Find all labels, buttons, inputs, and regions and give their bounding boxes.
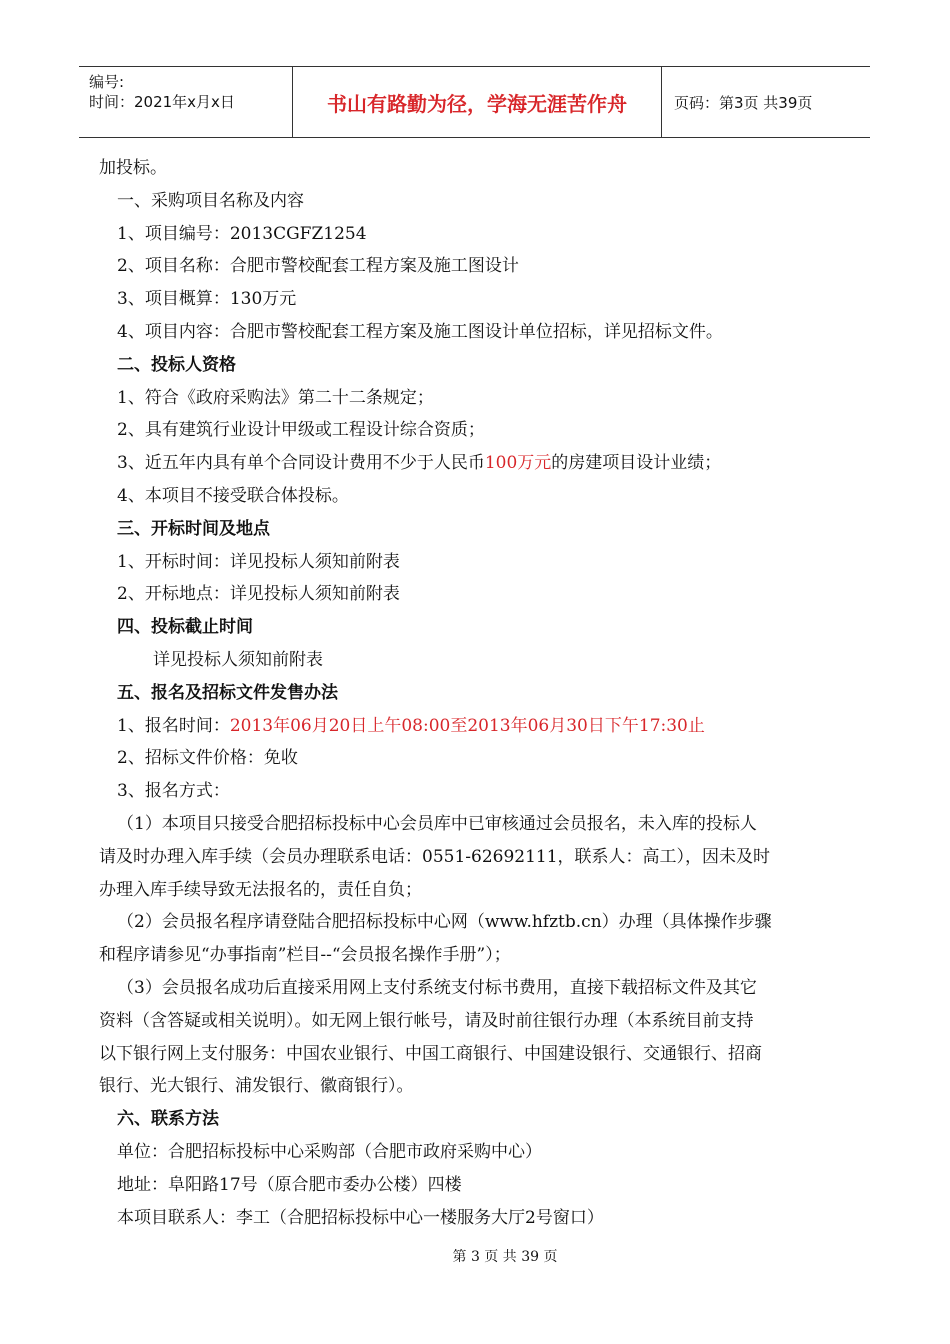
text-line: 1、符合《政府采购法》第二十二条规定； xyxy=(117,387,434,408)
page-header xyxy=(79,66,870,138)
text-span: 1、报名时间： xyxy=(117,715,230,736)
section-heading-4: 四、投标截止时间 xyxy=(117,617,253,638)
header-page-info: 页码：第3页 共39页 xyxy=(674,93,813,112)
text-line: 和程序请参见“办事指南”栏目--“会员报名操作手册”）； xyxy=(99,945,511,966)
text-span: 3、近五年内具有单个合同设计费用不少于人民币 xyxy=(117,453,485,474)
header-motto: 书山有路勤为径，学海无涯苦作舟 xyxy=(293,67,662,137)
paragraph-3 xyxy=(99,972,859,1103)
text-line: 加投标。 xyxy=(99,158,167,178)
paragraph-1 xyxy=(99,808,859,906)
text-line: 请及时办理入库手续（会员办理联系电话：0551-62692111，联系人：高工），因未及时 xyxy=(99,846,771,867)
section-heading-1: 一、采购项目名称及内容 xyxy=(117,190,304,211)
header-time: 时间：2021年x月x日 xyxy=(89,93,235,111)
document-body xyxy=(99,152,859,1234)
text-line: 银行、光大银行、浦发银行、徽商银行）。 xyxy=(99,1076,414,1097)
text-line: 2、具有建筑行业设计甲级或工程设计综合资质； xyxy=(117,420,485,441)
text-line xyxy=(99,447,859,480)
page-footer: 第 3 页 共 39 页 xyxy=(452,1249,558,1265)
text-line: 详见投标人须知前附表 xyxy=(153,649,323,670)
text-line: 4、本项目不接受联合体投标。 xyxy=(117,485,349,506)
section-heading-5: 五、报名及招标文件发售办法 xyxy=(117,682,338,703)
text-line: 本项目联系人：李工（合肥招标投标中心一楼服务大厅2号窗口） xyxy=(117,1207,604,1228)
section-heading-6: 六、联系方法 xyxy=(117,1109,219,1130)
text-line: （1）本项目只接受合肥招标投标中心会员库中已审核通过会员报名，未入库的投标人 xyxy=(117,813,757,834)
text-line xyxy=(99,710,859,743)
text-line: 1、开标时间：详见投标人须知前附表 xyxy=(117,551,400,572)
header-meta xyxy=(79,67,293,137)
text-line: 地址：阜阳路17号（原合肥市委办公楼）四楼 xyxy=(117,1174,462,1195)
section-heading-2: 二、投标人资格 xyxy=(117,354,236,375)
highlight-amount: 100万元 xyxy=(484,453,552,474)
text-line: 2、开标地点：详见投标人须知前附表 xyxy=(117,584,400,605)
text-line: 资料（含答疑或相关说明）。如无网上银行帐号，请及时前往银行办理（本系统目前支持 xyxy=(99,1010,754,1031)
text-line: （2）会员报名程序请登陆合肥招标投标中心网（www.hfztb.cn）办理（具体操作步骤 xyxy=(117,912,772,933)
text-line: 3、项目概算：130万元 xyxy=(117,289,297,310)
text-line: 4、项目内容：合肥市警校配套工程方案及施工图设计单位招标，详见招标文件。 xyxy=(117,321,723,342)
highlight-time: 2013年06月20日上午08:00至2013年06月30日下午17:30止 xyxy=(229,715,705,736)
header-code: 编号: xyxy=(89,73,125,91)
text-line: 单位：合肥招标投标中心采购部（合肥市政府采购中心） xyxy=(117,1141,542,1162)
text-line: 1、项目编号：2013CGFZ1254 xyxy=(117,223,367,244)
text-line: 3、报名方式： xyxy=(117,781,230,802)
paragraph-2 xyxy=(99,906,859,972)
text-line: 2、项目名称：合肥市警校配套工程方案及施工图设计 xyxy=(117,256,519,277)
text-span: 的房建项目设计业绩； xyxy=(551,453,722,474)
text-line: 以下银行网上支付服务：中国农业银行、中国工商银行、中国建设银行、交通银行、招商 xyxy=(99,1043,762,1064)
text-line: （3）会员报名成功后直接采用网上支付系统支付标书费用，直接下载招标文件及其它 xyxy=(117,977,757,998)
text-line: 2、招标文件价格：免收 xyxy=(117,748,298,769)
text-line: 办理入库手续导致无法报名的，责任自负； xyxy=(99,879,422,900)
section-heading-3: 三、开标时间及地点 xyxy=(117,518,270,539)
